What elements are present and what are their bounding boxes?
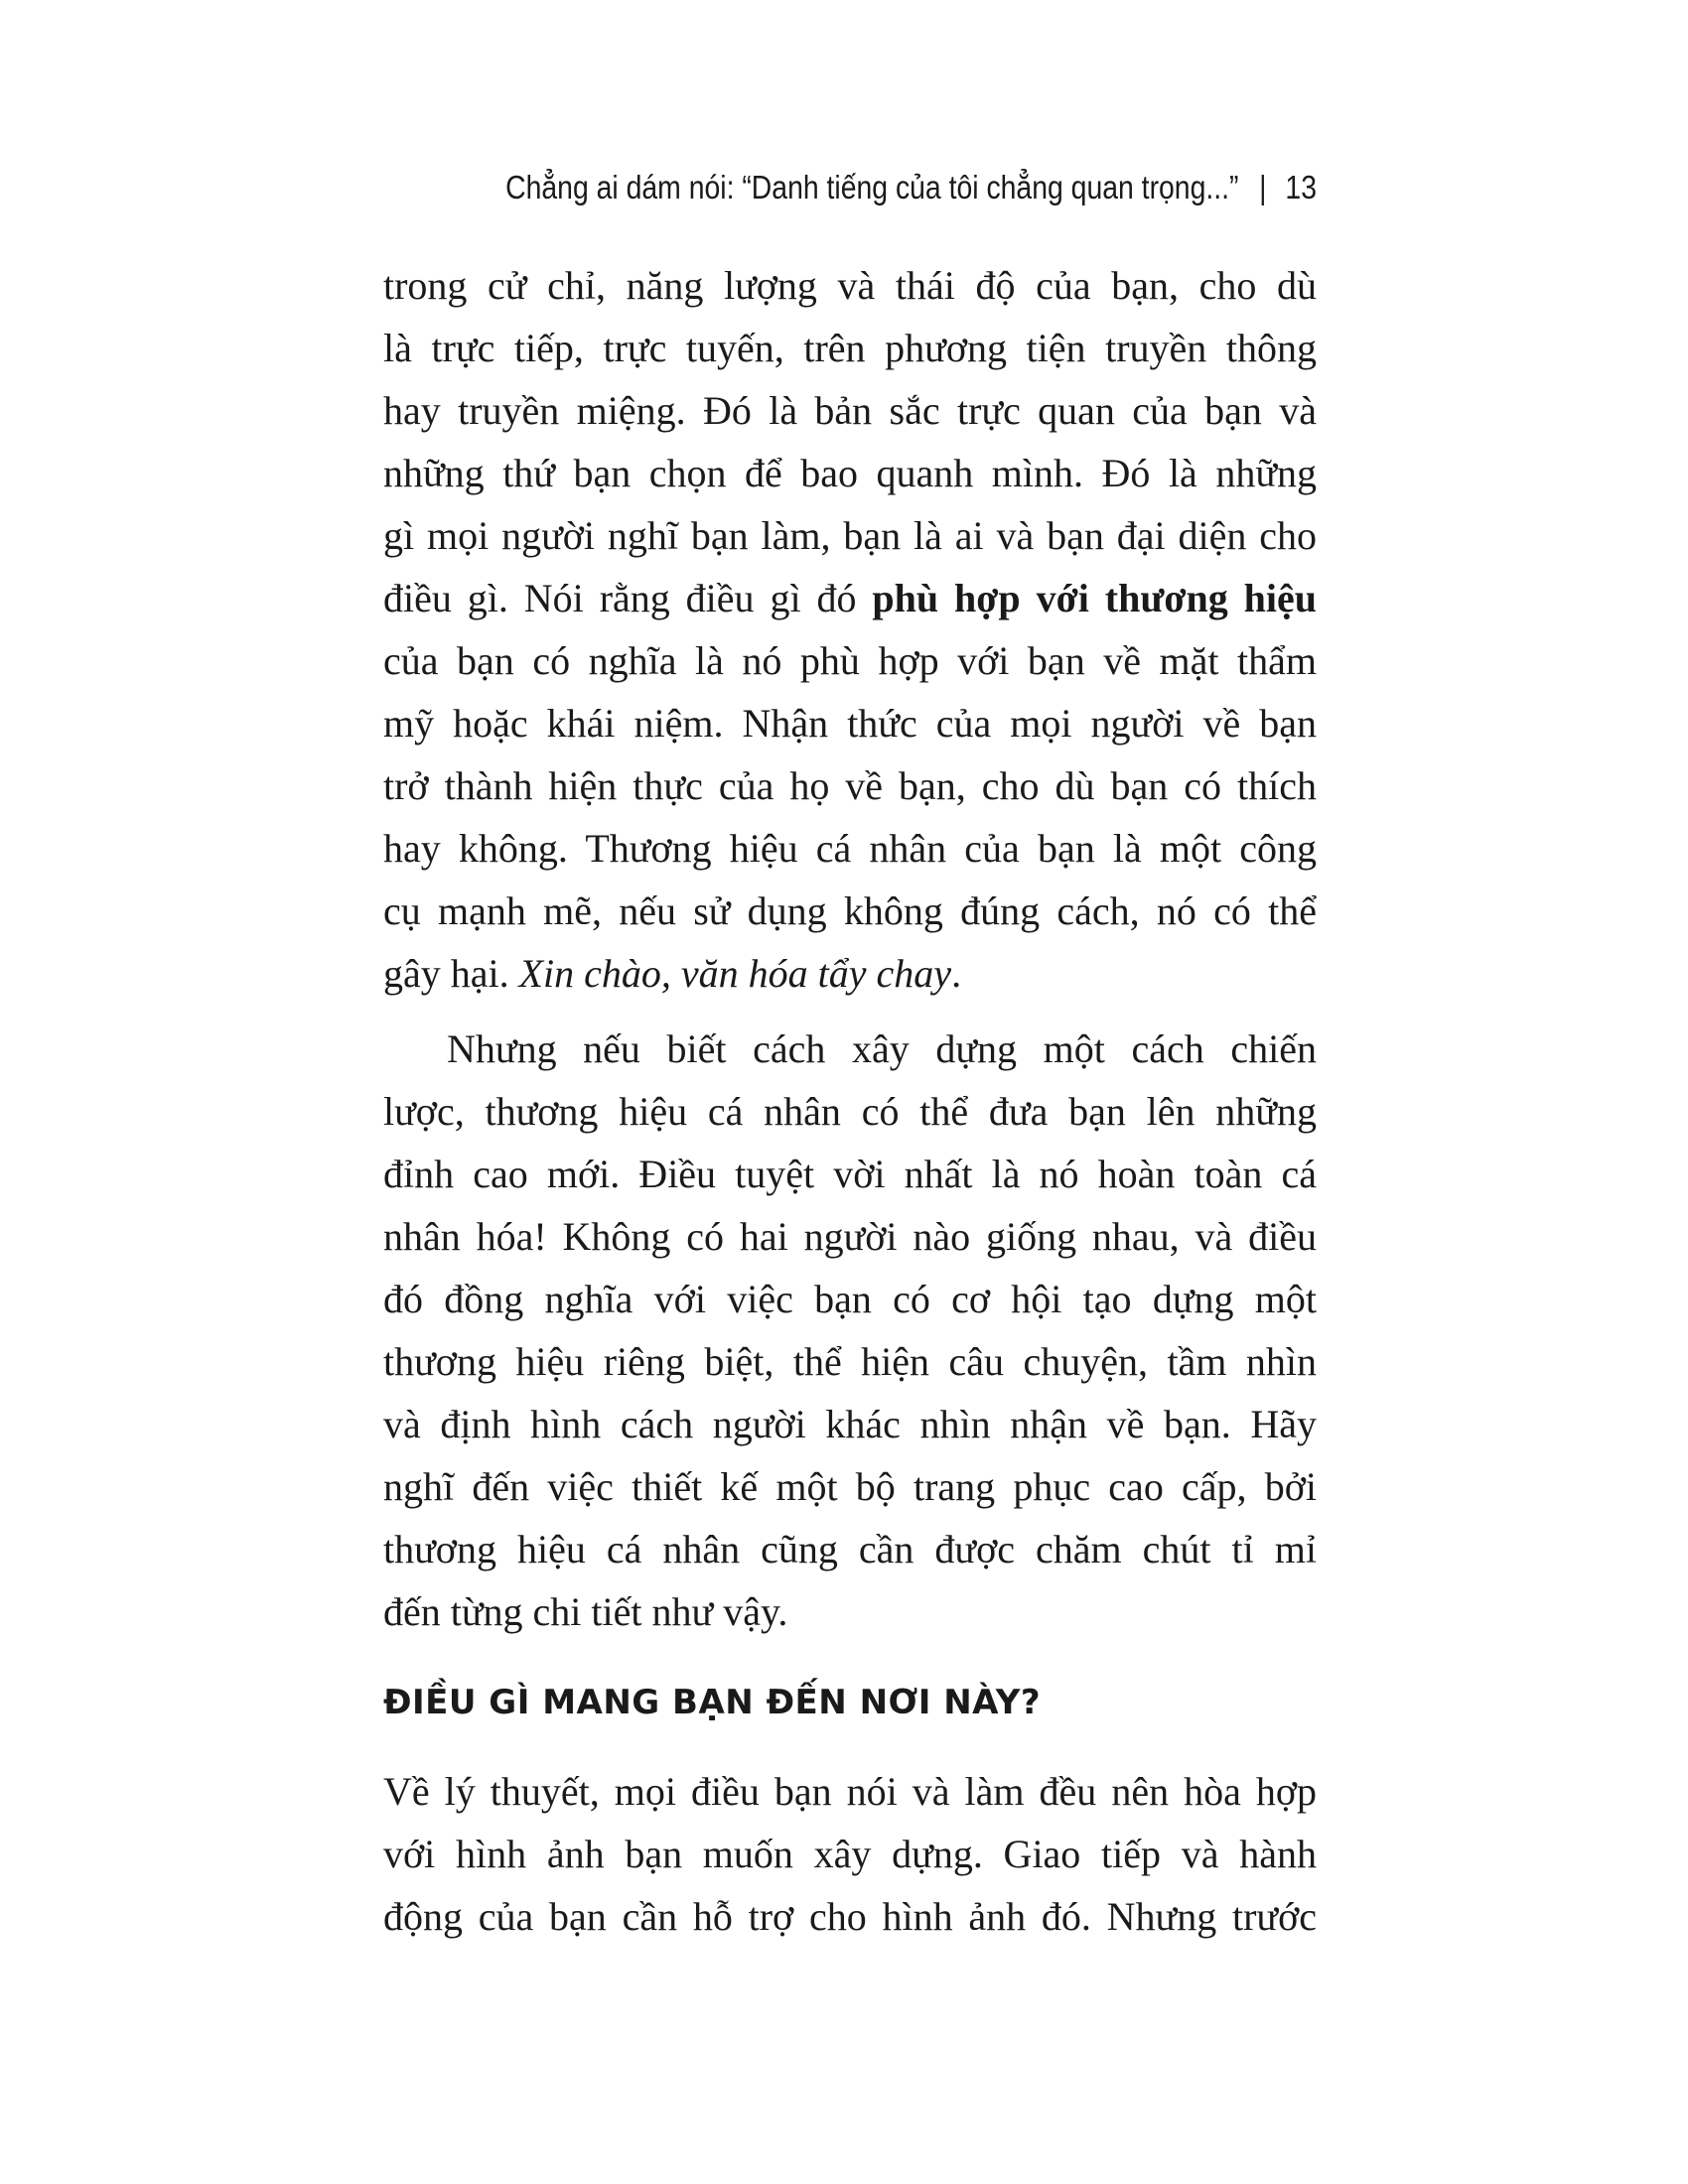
text-line: hay không. Thương hiệu cá nhân của bạn là một công (383, 826, 1317, 871)
text-line: những thứ bạn chọn để bao quanh mình. Đó là những (383, 451, 1317, 495)
running-header (505, 161, 1317, 214)
text-line: hay truyền miệng. Đó là bản sắc trực quan của bạn và (383, 388, 1317, 433)
text-run: điều gì. Nói rằng điều gì đó (383, 576, 873, 620)
body-text (383, 254, 1317, 1643)
text-line: thương hiệu riêng biệt, thể hiện câu chuyện, tầm nhìn (383, 1339, 1317, 1384)
header-separator: | (1259, 169, 1267, 205)
text-line: trong cử chỉ, năng lượng và thái độ của bạn, cho dù (383, 263, 1317, 308)
text-line: lược, thương hiệu cá nhân có thể đưa bạn lên những (383, 1089, 1317, 1134)
text-line: trở thành hiện thực của họ về bạn, cho dù bạn có thích (383, 763, 1317, 808)
paragraph-1 (383, 254, 1317, 1005)
text-line: nhân hóa! Không có hai người nào giống nhau, và điều (383, 1214, 1317, 1259)
text-run: . (951, 951, 962, 996)
text-line: và định hình cách người khác nhìn nhận về bạn. Hãy (383, 1402, 1317, 1446)
paragraph-2 (383, 1018, 1317, 1643)
text-line: mỹ hoặc khái niệm. Nhận thức của mọi người về bạn (383, 701, 1317, 746)
text-line: cụ mạnh mẽ, nếu sử dụng không đúng cách, nó có thể (383, 888, 1317, 933)
text-line: nghĩ đến việc thiết kế một bộ trang phục cao cấp, bởi (383, 1464, 1317, 1509)
text-line: đến từng chi tiết như vậy. (383, 1589, 788, 1634)
text-line: đó đồng nghĩa với việc bạn có cơ hội tạo dựng một (383, 1277, 1317, 1321)
paragraph-gap (383, 1005, 1317, 1018)
text-line: động của bạn cần hỗ trợ cho hình ảnh đó. Nhưng trước (383, 1894, 1317, 1939)
text-line: là trực tiếp, trực tuyến, trên phương tiện truyền thông (383, 326, 1317, 370)
text-line: của bạn có nghĩa là nó phù hợp với bạn về mặt thẩm (383, 638, 1317, 683)
text-line: thương hiệu cá nhân cũng cần được chăm chút tỉ mỉ (383, 1527, 1317, 1571)
text-line: gì mọi người nghĩ bạn làm, bạn là ai và bạn đại diện cho (383, 513, 1317, 558)
italic-phrase: Xin chào, văn hóa tẩy chay (518, 951, 952, 996)
text-line: với hình ảnh bạn muốn xây dựng. Giao tiếp và hành (383, 1832, 1317, 1876)
text-line (383, 567, 1317, 629)
text-run: gây hại. (383, 951, 519, 996)
running-header-title: Chẳng ai dám nói: “Danh tiếng của tôi chẳng quan trọng...” (505, 169, 1239, 205)
bold-term: phù hợp với thương hiệu (872, 576, 1317, 620)
text-line: Nhưng nếu biết cách xây dựng một cách chiến (447, 1026, 1317, 1071)
section-paragraph (383, 1760, 1317, 1948)
text-line: đỉnh cao mới. Điều tuyệt vời nhất là nó hoàn toàn cá (383, 1152, 1317, 1196)
text-line (383, 942, 1317, 1005)
text-line: Về lý thuyết, mọi điều bạn nói và làm đều nên hòa hợp (383, 1769, 1317, 1814)
section-heading: ĐIỀU GÌ MANG BẠN ĐẾN NƠI NÀY? (383, 1683, 1042, 1722)
page-number: 13 (1285, 169, 1317, 205)
